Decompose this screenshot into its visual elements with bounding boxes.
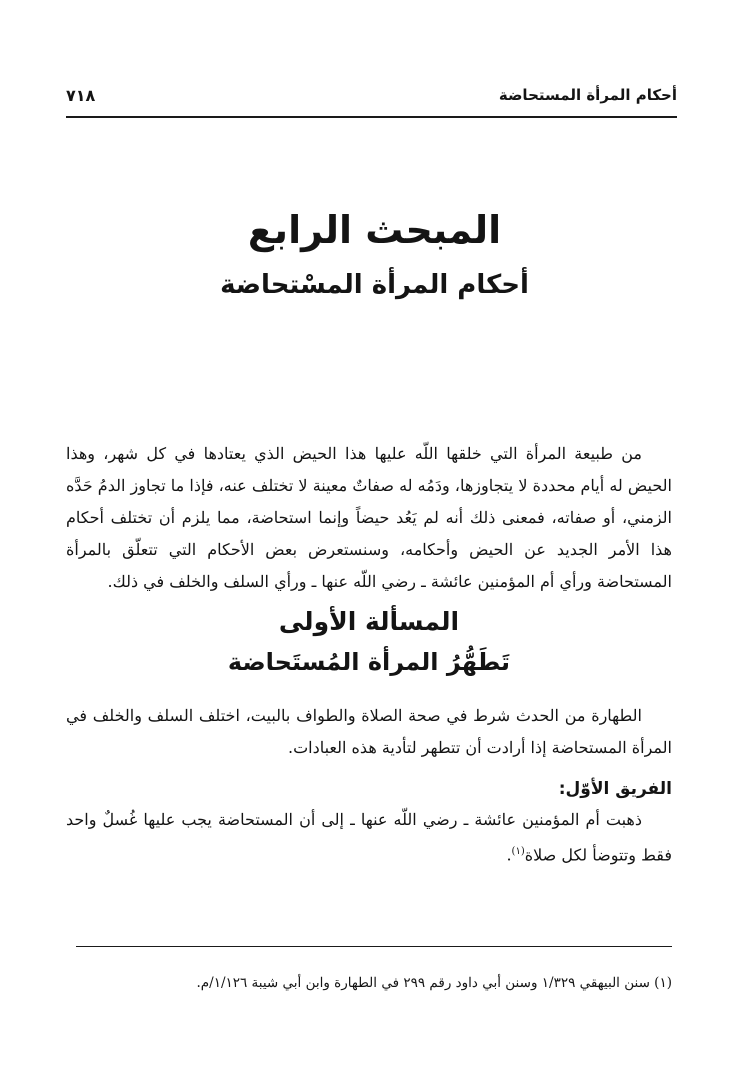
running-title: أحكام المرأة المستحاضة [498, 86, 677, 104]
section-paragraph: الطهارة من الحدث شرط في صحة الصلاة والطواف بالبيت، اختلف السلف والخلف في المرأة المستحاضة إذا أرادت أن تتطهر لتأدية هذه العبادات. [66, 706, 672, 757]
intro-paragraph: من طبيعة المرأة التي خلقها اللّه عليها هذا الحيض الذي يعتادها في كل شهر، وهذا الحيض له أيام محددة لا يتجاوزها، ودَمُه له صفاتٌ معينة لا تختلف عنه، فإذا ما تجاوز الدمُ حَدَّه الزمني، أو صفاته، فمعنى ذلك أنه لم يَعُد حيضاً وإنما استحاضة، مما يلزم أن تختلف أحكام هذا الأمر الجديد عن الحيض وأحكامه، وسنستعرض بعض الأحكام التي تتعلّق بالمرأة المستحاضة ورأي أم المؤمنين عائشة ـ رضي اللّه عنها ـ ورأي السلف والخلف في ذلك. [66, 444, 673, 591]
section-title: المسألة الأولى [278, 607, 460, 636]
footnote-reference: (١) [511, 846, 525, 857]
group-title: الفريق الأوّل: [558, 779, 672, 799]
footnote: (١) سنن البيهقي ١/٣٢٩ وسنن أبي داود رقم ٢٩٩ في الطهارة وابن أبي شيبة ١/١٢٦/م. [196, 975, 672, 991]
group-paragraph-end: . [506, 845, 512, 865]
page-header [66, 86, 677, 118]
page-number: ٧١٨ [66, 86, 96, 105]
chapter-subtitle: أحكام المرأة المسْتحاضة [220, 270, 529, 300]
main-text [66, 438, 672, 871]
section-subtitle: تَطَهُّرُ المرأة المُستَحاضة [227, 648, 511, 676]
chapter-title: المبحث الرابع [247, 208, 502, 252]
group-paragraph-text: ذهبت أم المؤمنين عائشة ـ رضي اللّه عنها ـ إلى أن المستحاضة يجب عليها غُسلٌ واحد فقط وتتوضأ لكل صلاة [66, 810, 672, 865]
group-paragraph [66, 804, 672, 871]
footnote-divider [76, 946, 672, 947]
